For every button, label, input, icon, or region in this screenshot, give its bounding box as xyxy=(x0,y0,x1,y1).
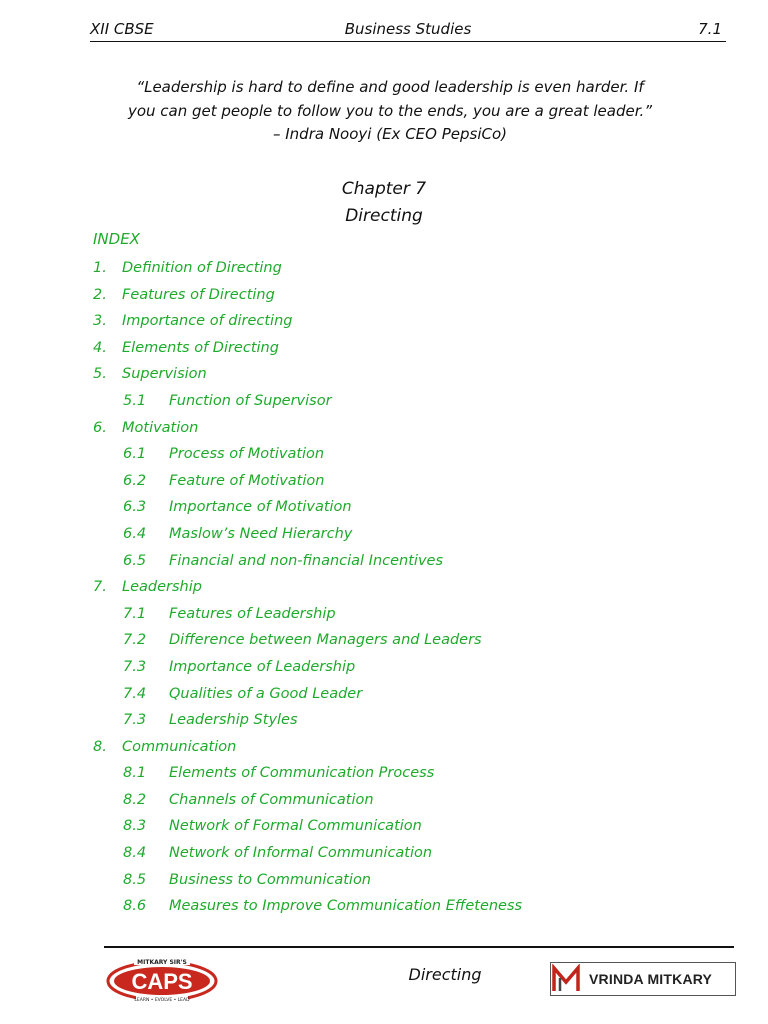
index-item-number: 7.3 xyxy=(123,658,147,675)
index-item-number: 7.3 xyxy=(123,712,147,729)
index-item-number: 7.2 xyxy=(123,632,147,649)
index-item xyxy=(93,813,713,840)
index-item xyxy=(93,548,713,575)
index-item xyxy=(93,840,713,867)
index-item-number: 5.1 xyxy=(123,392,147,409)
index-item xyxy=(93,468,713,495)
quote-line-2: you can get people to follow you to the ends, you are a great leader.” xyxy=(127,101,653,120)
index-item-number: 3. xyxy=(93,313,107,330)
index-item xyxy=(93,681,713,708)
index-item-label: Communication xyxy=(122,738,237,755)
index-item-number: 8.4 xyxy=(123,845,147,862)
index-item-label: Channels of Communication xyxy=(169,791,374,808)
index-item-number: 1. xyxy=(93,260,107,276)
chapter-title: Directing xyxy=(345,206,423,226)
index-list xyxy=(93,255,713,920)
index-item-label: Elements of Communication Process xyxy=(169,765,435,782)
index-item xyxy=(93,787,713,814)
caps-logo-word: CAPS xyxy=(131,969,193,994)
footer-title: Directing xyxy=(408,965,482,984)
index-item xyxy=(93,760,713,787)
index-item-number: 4. xyxy=(93,339,107,356)
index-item-label: Elements of Directing xyxy=(122,339,279,356)
index-heading: INDEX xyxy=(93,230,140,248)
index-item-number: 8.1 xyxy=(123,765,147,782)
index-item-label: Importance of Motivation xyxy=(169,499,352,516)
index-item xyxy=(93,654,713,681)
index-item xyxy=(93,361,713,388)
m-logo-icon xyxy=(551,964,581,994)
index-item-label: Feature of Motivation xyxy=(169,472,325,489)
index-item-label: Network of Informal Communication xyxy=(169,845,433,862)
index-item-number: 8.6 xyxy=(123,898,147,915)
index-item-number: 2. xyxy=(93,286,107,303)
index-item xyxy=(93,893,713,920)
index-item-label: Importance of Leadership xyxy=(169,658,356,675)
index-item-label: Features of Directing xyxy=(122,286,275,303)
header-class: XII CBSE xyxy=(90,20,154,38)
header-subject: Business Studies xyxy=(344,20,472,38)
index-item-label: Network of Formal Communication xyxy=(169,818,422,835)
index-item xyxy=(93,627,713,654)
quote-line-1: “Leadership is hard to define and good leadership is even harder. If xyxy=(136,78,644,96)
index-item-label: Business to Communication xyxy=(169,871,372,888)
header-page-number: 7.1 xyxy=(698,20,722,38)
index-item-number: 8. xyxy=(93,738,107,755)
index-item-label: Measures to Improve Communication Effeteness xyxy=(169,898,523,915)
index-item-number: 8.5 xyxy=(123,871,147,888)
index-item xyxy=(93,388,713,415)
index-item-label: Process of Motivation xyxy=(169,446,325,463)
footer-divider xyxy=(104,946,734,948)
index-item-number: 8.3 xyxy=(123,818,147,835)
index-item-label: Supervision xyxy=(122,366,207,383)
index-item-label: Qualities of a Good Leader xyxy=(169,685,363,702)
index-item-number: 7.4 xyxy=(123,685,147,702)
index-item xyxy=(93,734,713,761)
index-item xyxy=(93,574,713,601)
index-item xyxy=(93,521,713,548)
vrinda-mitkary-brand xyxy=(550,962,736,996)
index-item-label: Motivation xyxy=(122,419,199,436)
caps-logo-top-text: MITKARY SIR'S xyxy=(137,959,187,966)
index-item-number: 7.1 xyxy=(123,605,147,622)
quote-attribution: – Indra Nooyi (Ex CEO PepsiCo) xyxy=(272,125,508,143)
index-item-number: 7. xyxy=(93,579,107,596)
index-item-number: 6.3 xyxy=(123,499,147,516)
index-item-label: Leadership xyxy=(122,579,202,596)
caps-logo-tagline: LEARN • EVOLVE • LEAD xyxy=(134,998,190,1002)
index-item xyxy=(93,494,713,521)
index-item-label: Financial and non-financial Incentives xyxy=(169,552,444,569)
chapter-number: Chapter 7 xyxy=(341,179,427,199)
index-item-number: 5. xyxy=(93,366,107,383)
index-item xyxy=(93,282,713,309)
index-item-label: Importance of directing xyxy=(122,313,293,330)
index-item xyxy=(93,415,713,442)
index-item xyxy=(93,335,713,362)
leadership-quote xyxy=(60,76,720,147)
index-item xyxy=(93,601,713,628)
index-item-number: 6.1 xyxy=(123,446,147,463)
brand-name: VRINDA MITKARY xyxy=(589,971,713,987)
index-item-label: Leadership Styles xyxy=(169,712,298,729)
index-item-label: Features of Leadership xyxy=(169,605,336,622)
page-header xyxy=(90,18,726,42)
index-item-number: 6. xyxy=(93,419,107,436)
index-item-label: Difference between Managers and Leaders xyxy=(169,632,482,649)
index-item xyxy=(93,707,713,734)
chapter-heading xyxy=(0,176,768,230)
index-item-number: 6.5 xyxy=(123,552,147,569)
index-item-number: 6.2 xyxy=(123,472,147,489)
index-item xyxy=(93,441,713,468)
index-item-label: Function of Supervisor xyxy=(169,392,332,409)
index-item xyxy=(93,308,713,335)
index-item-label: Definition of Directing xyxy=(122,260,282,276)
index-item-label: Maslow’s Need Hierarchy xyxy=(169,525,353,542)
index-item-number: 8.2 xyxy=(123,791,147,808)
index-item-number: 6.4 xyxy=(123,525,147,542)
index-item xyxy=(93,255,713,282)
index-item xyxy=(93,867,713,894)
